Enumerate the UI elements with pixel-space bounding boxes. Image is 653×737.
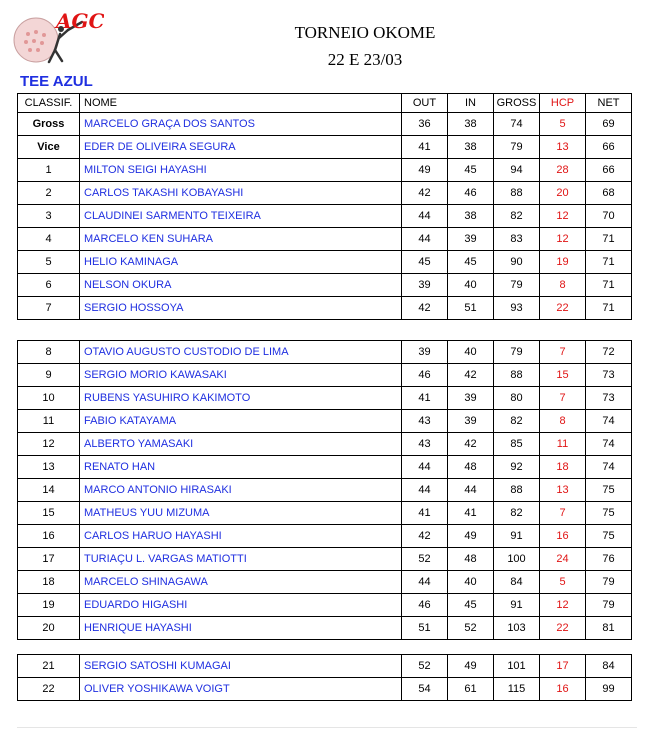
in-cell: 48 [448,548,494,571]
hcp-cell: 7 [540,502,586,525]
classif-cell: 4 [18,228,80,251]
name-cell: MARCELO SHINAGAWA [80,571,402,594]
net-cell: 68 [586,182,632,205]
classif-cell: 18 [18,571,80,594]
classif-cell: 16 [18,525,80,548]
gross-cell: 101 [494,655,540,678]
net-cell: 71 [586,274,632,297]
in-cell: 40 [448,571,494,594]
table-row [18,571,632,594]
classif-cell: Vice [18,136,80,159]
classif-cell: Gross [18,113,80,136]
in-cell: 39 [448,410,494,433]
in-cell: 52 [448,617,494,640]
hcp-cell: 18 [540,456,586,479]
in-cell: 49 [448,525,494,548]
classif-cell: 15 [18,502,80,525]
table-row [18,410,632,433]
net-cell: 71 [586,228,632,251]
classif-cell: 13 [18,456,80,479]
classif-cell: 17 [18,548,80,571]
out-cell: 41 [402,502,448,525]
out-cell: 43 [402,410,448,433]
hcp-cell: 16 [540,678,586,701]
table-row [18,479,632,502]
in-cell: 46 [448,182,494,205]
header-net: NET [586,94,632,113]
club-logo [8,8,104,68]
hcp-cell: 17 [540,655,586,678]
name-cell: CLAUDINEI SARMENTO TEIXEIRA [80,205,402,228]
table-row [18,182,632,205]
table-row [18,456,632,479]
page-divider [17,727,637,728]
name-cell: SERGIO SATOSHI KUMAGAI [80,655,402,678]
in-cell: 41 [448,502,494,525]
in-cell: 38 [448,205,494,228]
gross-cell: 82 [494,502,540,525]
hcp-cell: 22 [540,617,586,640]
header-classif: CLASSIF. [18,94,80,113]
net-cell: 74 [586,410,632,433]
hcp-cell: 12 [540,594,586,617]
hcp-cell: 5 [540,571,586,594]
classif-cell: 11 [18,410,80,433]
gross-cell: 83 [494,228,540,251]
in-cell: 49 [448,655,494,678]
table-row [18,341,632,364]
table-row [18,297,632,320]
in-cell: 44 [448,479,494,502]
results-table-group-3 [17,654,632,701]
name-cell: RENATO HAN [80,456,402,479]
hcp-cell: 13 [540,136,586,159]
net-cell: 73 [586,387,632,410]
net-cell: 75 [586,525,632,548]
table-row [18,205,632,228]
gross-cell: 103 [494,617,540,640]
header-hcp: HCP [540,94,586,113]
classif-cell: 12 [18,433,80,456]
gross-cell: 80 [494,387,540,410]
out-cell: 49 [402,159,448,182]
classif-cell: 8 [18,341,80,364]
out-cell: 39 [402,341,448,364]
name-cell: NELSON OKURA [80,274,402,297]
out-cell: 42 [402,182,448,205]
out-cell: 45 [402,251,448,274]
in-cell: 51 [448,297,494,320]
classif-cell: 19 [18,594,80,617]
table-row [18,113,632,136]
in-cell: 39 [448,387,494,410]
name-cell: HELIO KAMINAGA [80,251,402,274]
name-cell: OTAVIO AUGUSTO CUSTODIO DE LIMA [80,341,402,364]
table-row [18,678,632,701]
in-cell: 38 [448,136,494,159]
net-cell: 66 [586,159,632,182]
net-cell: 79 [586,571,632,594]
hcp-cell: 22 [540,297,586,320]
out-cell: 42 [402,525,448,548]
hcp-cell: 8 [540,410,586,433]
gross-cell: 82 [494,205,540,228]
net-cell: 99 [586,678,632,701]
name-cell: FABIO KATAYAMA [80,410,402,433]
in-cell: 45 [448,159,494,182]
name-cell: MARCO ANTONIO HIRASAKI [80,479,402,502]
hcp-cell: 8 [540,274,586,297]
group-3-rows [18,655,632,701]
hcp-cell: 16 [540,525,586,548]
gross-cell: 91 [494,594,540,617]
gross-cell: 84 [494,571,540,594]
gross-cell: 74 [494,113,540,136]
hcp-cell: 7 [540,387,586,410]
net-cell: 73 [586,364,632,387]
table-row [18,274,632,297]
results-table [17,93,632,320]
header-row [18,94,632,113]
net-cell: 69 [586,113,632,136]
classif-cell: 7 [18,297,80,320]
table-row [18,228,632,251]
net-cell: 76 [586,548,632,571]
classif-cell: 1 [18,159,80,182]
table-row [18,251,632,274]
in-cell: 40 [448,274,494,297]
in-cell: 42 [448,433,494,456]
tee-label: TEE AZUL [20,73,93,90]
name-cell: ALBERTO YAMASAKI [80,433,402,456]
in-cell: 48 [448,456,494,479]
header-gross: GROSS [494,94,540,113]
name-cell: SERGIO MORIO KAWASAKI [80,364,402,387]
gross-cell: 100 [494,548,540,571]
gross-cell: 115 [494,678,540,701]
out-cell: 52 [402,548,448,571]
hcp-cell: 13 [540,479,586,502]
name-cell: CARLOS TAKASHI KOBAYASHI [80,182,402,205]
in-cell: 42 [448,364,494,387]
group-2-rows [18,341,632,640]
group-1-rows [18,113,632,320]
net-cell: 74 [586,456,632,479]
out-cell: 36 [402,113,448,136]
logo-wordmark: AGC [56,9,104,33]
classif-cell: 2 [18,182,80,205]
net-cell: 70 [586,205,632,228]
header-in: IN [448,94,494,113]
out-cell: 51 [402,617,448,640]
out-cell: 44 [402,479,448,502]
hcp-cell: 24 [540,548,586,571]
hcp-cell: 7 [540,341,586,364]
out-cell: 44 [402,228,448,251]
name-cell: EDER DE OLIVEIRA SEGURA [80,136,402,159]
table-row [18,655,632,678]
header-nome: NOME [80,94,402,113]
table-row [18,136,632,159]
hcp-cell: 28 [540,159,586,182]
name-cell: HENRIQUE HAYASHI [80,617,402,640]
out-cell: 46 [402,364,448,387]
name-cell: CARLOS HARUO HAYASHI [80,525,402,548]
net-cell: 75 [586,502,632,525]
table-row [18,594,632,617]
classif-cell: 9 [18,364,80,387]
tournament-title: TORNEIO OKOME [294,23,436,42]
table-row [18,502,632,525]
classif-cell: 6 [18,274,80,297]
gross-cell: 90 [494,251,540,274]
table-row [18,525,632,548]
table-row [18,617,632,640]
name-cell: TURIAÇU L. VARGAS MATIOTTI [80,548,402,571]
table-row [18,159,632,182]
classif-cell: 14 [18,479,80,502]
in-cell: 45 [448,594,494,617]
gross-cell: 85 [494,433,540,456]
net-cell: 71 [586,251,632,274]
tournament-date: 22 E 23/03 [327,50,403,69]
in-cell: 40 [448,341,494,364]
in-cell: 38 [448,113,494,136]
classif-cell: 3 [18,205,80,228]
table-row [18,387,632,410]
net-cell: 66 [586,136,632,159]
hcp-cell: 20 [540,182,586,205]
net-cell: 72 [586,341,632,364]
out-cell: 43 [402,433,448,456]
out-cell: 44 [402,456,448,479]
name-cell: MILTON SEIGI HAYASHI [80,159,402,182]
out-cell: 52 [402,655,448,678]
hcp-cell: 19 [540,251,586,274]
out-cell: 39 [402,274,448,297]
gross-cell: 91 [494,525,540,548]
net-cell: 75 [586,479,632,502]
gross-cell: 82 [494,410,540,433]
name-cell: RUBENS YASUHIRO KAKIMOTO [80,387,402,410]
net-cell: 81 [586,617,632,640]
gross-cell: 92 [494,456,540,479]
classif-cell: 5 [18,251,80,274]
out-cell: 42 [402,297,448,320]
classif-cell: 10 [18,387,80,410]
name-cell: SERGIO HOSSOYA [80,297,402,320]
results-table-group-2 [17,340,632,640]
out-cell: 46 [402,594,448,617]
gross-cell: 88 [494,479,540,502]
gross-cell: 94 [494,159,540,182]
classif-cell: 21 [18,655,80,678]
gross-cell: 79 [494,274,540,297]
out-cell: 54 [402,678,448,701]
gross-cell: 79 [494,136,540,159]
out-cell: 41 [402,136,448,159]
hcp-cell: 12 [540,228,586,251]
table-row [18,433,632,456]
in-cell: 61 [448,678,494,701]
golf-logo-icon [8,8,104,68]
name-cell: MARCELO GRAÇA DOS SANTOS [80,113,402,136]
gross-cell: 93 [494,297,540,320]
gross-cell: 88 [494,182,540,205]
table-row [18,364,632,387]
in-cell: 45 [448,251,494,274]
classif-cell: 22 [18,678,80,701]
in-cell: 39 [448,228,494,251]
name-cell: MARCELO KEN SUHARA [80,228,402,251]
hcp-cell: 5 [540,113,586,136]
header-out: OUT [402,94,448,113]
hcp-cell: 11 [540,433,586,456]
net-cell: 74 [586,433,632,456]
out-cell: 44 [402,571,448,594]
net-cell: 71 [586,297,632,320]
out-cell: 41 [402,387,448,410]
net-cell: 79 [586,594,632,617]
table-row [18,548,632,571]
hcp-cell: 12 [540,205,586,228]
name-cell: OLIVER YOSHIKAWA VOIGT [80,678,402,701]
classif-cell: 20 [18,617,80,640]
out-cell: 44 [402,205,448,228]
name-cell: MATHEUS YUU MIZUMA [80,502,402,525]
gross-cell: 79 [494,341,540,364]
name-cell: EDUARDO HIGASHI [80,594,402,617]
hcp-cell: 15 [540,364,586,387]
gross-cell: 88 [494,364,540,387]
net-cell: 84 [586,655,632,678]
